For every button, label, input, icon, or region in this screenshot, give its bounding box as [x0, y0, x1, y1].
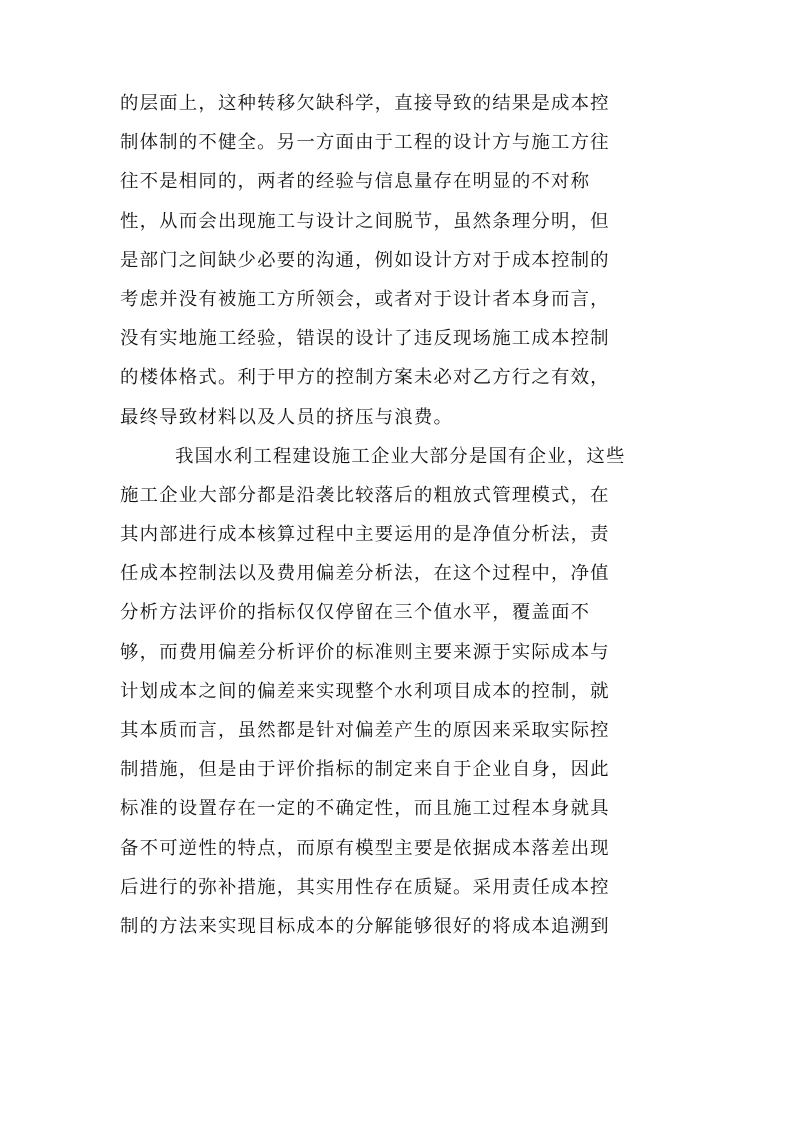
- text-line: 最终导致材料以及人员的挤压与浪费。: [120, 406, 454, 428]
- text-line: 制体制的不健全。另一方面由于工程的设计方与施工方往: [120, 132, 610, 154]
- text-line: 分析方法评价的指标仅仅停留在三个值水平，覆盖面不: [120, 602, 591, 624]
- text-line: 性，从而会出现施工与设计之间脱节，虽然条理分明，但: [120, 210, 610, 232]
- paragraph-first-line: 我国水利工程建设施工企业大部分是国有企业，这些: [175, 445, 626, 467]
- text-line: 没有实地施工经验，错误的设计了违反现场施工成本控制: [120, 328, 610, 350]
- text-line: 的层面上，这种转移欠缺科学，直接导致的结果是成本控: [120, 93, 610, 114]
- text-line: 施工企业大部分都是沿袭比较落后的粗放式管理模式，在: [120, 484, 610, 506]
- text-line: 标准的设置存在一定的不确定性，而且施工过程本身就具: [120, 798, 610, 820]
- text-line: 够，而费用偏差分析评价的标准则主要来源于实际成本与: [120, 641, 610, 663]
- text-line: 制措施，但是由于评价指标的制定来自于企业自身，因此: [120, 759, 610, 781]
- text-line: 的楼体格式。利于甲方的控制方案未必对乙方行之有效，: [120, 367, 610, 389]
- text-line: 制的方法来实现目标成本的分解能够很好的将成本追溯到: [120, 915, 610, 937]
- text-line: 备不可逆性的特点，而原有模型主要是依据成本落差出现: [120, 837, 610, 859]
- text-line: 后进行的弥补措施，其实用性存在质疑。采用责任成本控: [120, 876, 610, 898]
- text-line: 是部门之间缺少必要的沟通，例如设计方对于成本控制的: [120, 249, 610, 271]
- text-line: 往不是相同的，两者的经验与信息量存在明显的不对称: [120, 171, 591, 193]
- text-line: 计划成本之间的偏差来实现整个水利项目成本的控制，就: [120, 680, 610, 702]
- text-line: 其本质而言，虽然都是针对偏差产生的原因来采取实际控: [120, 720, 610, 741]
- text-line: 考虑并没有被施工方所领会，或者对于设计者本身而言，: [120, 288, 610, 310]
- text-line: 任成本控制法以及费用偏差分析法，在这个过程中，净值: [120, 563, 610, 585]
- text-line: 其内部进行成本核算过程中主要运用的是净值分析法，责: [120, 524, 610, 546]
- body-text: [120, 84, 680, 946]
